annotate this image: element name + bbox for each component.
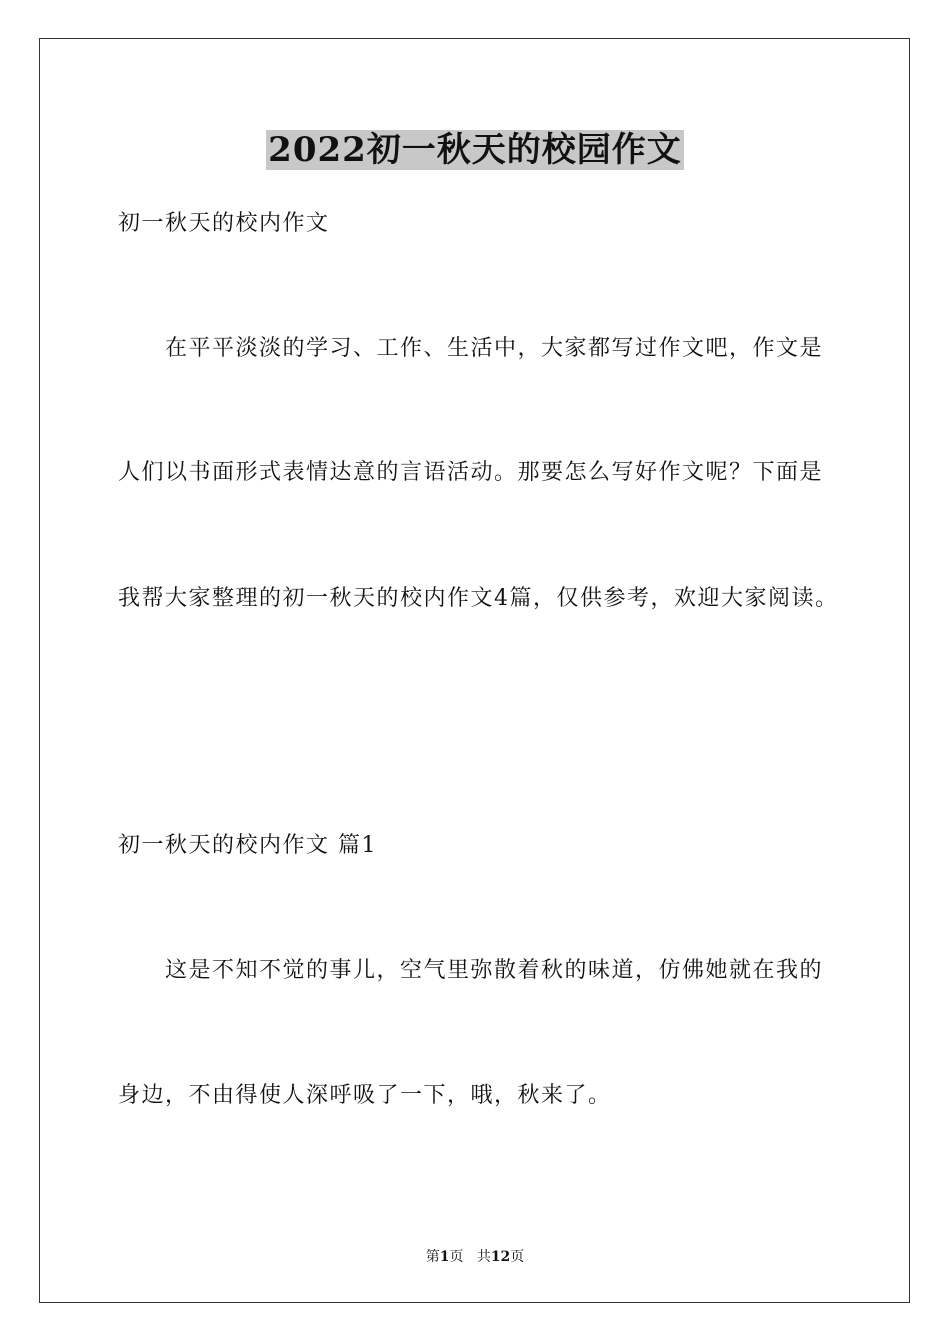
intro-line-2: 人们以书面形式表情达意的言语活动。那要怎么写好作文呢？下面是 [118, 460, 824, 485]
footer-page-current: 1 [439, 1249, 450, 1265]
intro-line-3: 我帮大家整理的初一秋天的校内作文4篇，仅供参考，欢迎大家阅读。 [118, 586, 839, 611]
footer-page-total: 12 [490, 1249, 511, 1265]
intro-line-1: 在平平淡淡的学习、工作、生活中，大家都写过作文吧，作文是 [165, 336, 824, 361]
section-line-2: 身边，不由得使人深呼吸了一下，哦，秋来了。 [118, 1083, 612, 1108]
document-title [0, 126, 950, 174]
footer-total-prefix: 共 [476, 1249, 491, 1265]
section-line-1: 这是不知不觉的事儿，空气里弥散着秋的味道，仿佛她就在我的 [165, 958, 824, 983]
document-subtitle: 初一秋天的校内作文 [118, 211, 330, 236]
footer-page-suffix: 页 [449, 1249, 464, 1265]
document-title-text: 2022初一秋天的校园作文 [268, 130, 682, 170]
section-heading: 初一秋天的校内作文 篇1 [118, 833, 377, 858]
footer-page-prefix: 第 [425, 1249, 440, 1265]
page-footer [0, 1247, 950, 1267]
footer-total-suffix: 页 [510, 1249, 525, 1265]
